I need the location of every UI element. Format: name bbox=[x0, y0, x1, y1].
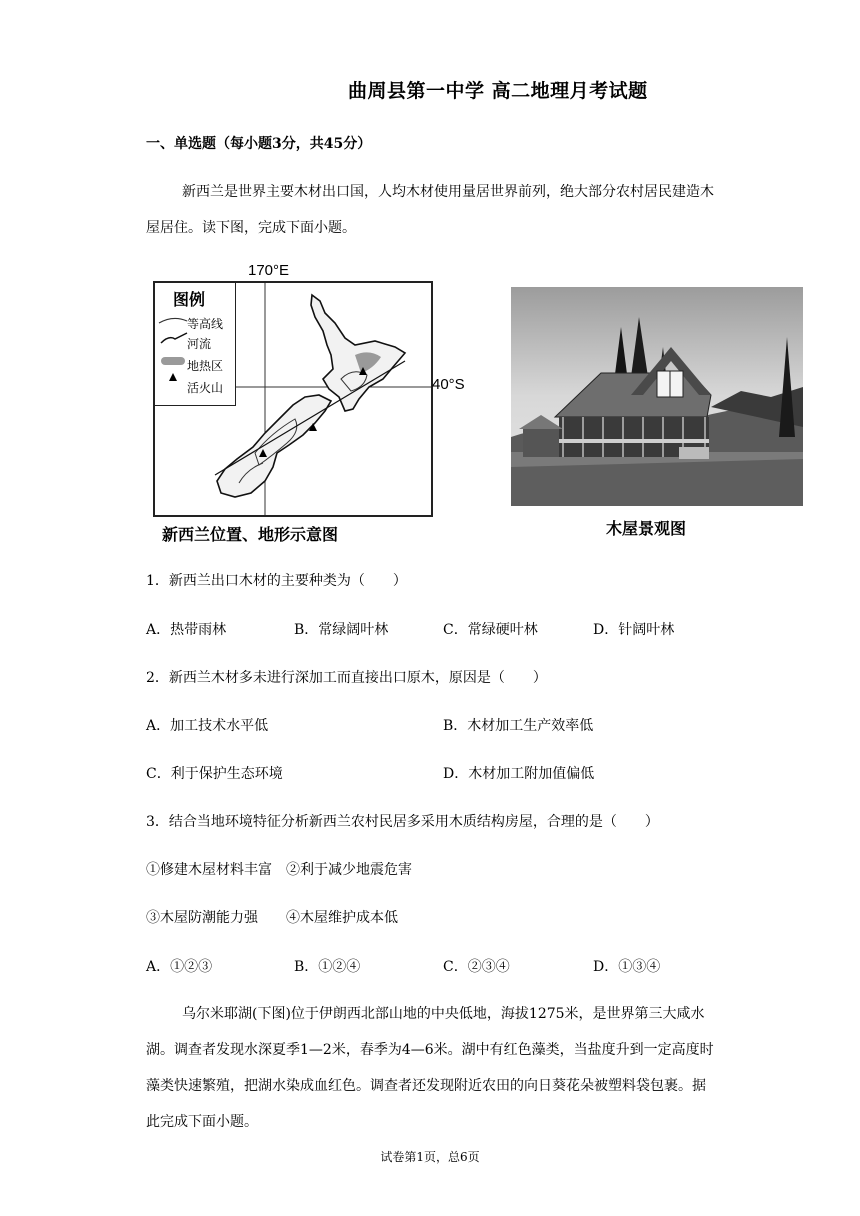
legend-title: 图例 bbox=[173, 290, 206, 309]
new-zealand-map bbox=[153, 281, 433, 517]
map-legend bbox=[155, 283, 236, 406]
legend-river: 河流 bbox=[187, 337, 212, 351]
q2-option-a[interactable]: A．加工技术水平低 bbox=[146, 718, 269, 734]
q1-option-c[interactable]: C．常绿硬叶林 bbox=[443, 622, 538, 638]
north-island bbox=[311, 295, 405, 411]
q1-option-a[interactable]: A．热带雨林 bbox=[146, 622, 227, 638]
section-heading: 一、单选题（每小题3分，共45分） bbox=[146, 136, 372, 152]
latitude-label: 40°S bbox=[432, 376, 465, 393]
q3-option-b[interactable]: B．①②④ bbox=[294, 959, 361, 975]
q1-option-b[interactable]: B．常绿阔叶林 bbox=[294, 622, 389, 638]
legend-contour: 等高线 bbox=[187, 317, 224, 331]
q2-option-d[interactable]: D．木材加工附加值偏低 bbox=[443, 766, 595, 782]
intro-paragraph-1: 新西兰是世界主要木材出口国，人均木材使用量居世界前列，绝大部分农村居民建造木屋居住。读下图，完成下面小题。 bbox=[146, 184, 714, 236]
river-line bbox=[215, 361, 405, 475]
q2-option-c[interactable]: C．利于保护生态环境 bbox=[146, 766, 283, 782]
contour-symbol-icon bbox=[159, 318, 187, 323]
legend-volcano: 活火山 bbox=[187, 381, 224, 395]
q3-stem: 3．结合当地环境特征分析新西兰农村民居多采用木质结构房屋，合理的是（ ） bbox=[146, 814, 659, 830]
page-title: 曲周县第一中学 高二地理月考试题 bbox=[348, 80, 648, 102]
longitude-label: 170°E bbox=[248, 262, 290, 279]
south-island bbox=[217, 395, 331, 497]
wooden-house-photo bbox=[511, 287, 803, 506]
q3-option-d[interactable]: D．①③④ bbox=[593, 959, 661, 975]
photo-caption: 木屋景观图 bbox=[606, 519, 687, 538]
q3-items-line-2: ③木屋防潮能力强 ④木屋维护成本低 bbox=[146, 910, 398, 926]
q2-option-b[interactable]: B．木材加工生产效率低 bbox=[443, 718, 594, 734]
legend-symbols bbox=[157, 313, 189, 403]
house-illustration bbox=[511, 287, 803, 506]
page-footer: 试卷第1页，总6页 bbox=[380, 1150, 480, 1164]
q2-stem: 2．新西兰木材多未进行深加工而直接出口原木，原因是（ ） bbox=[146, 670, 547, 686]
q3-items-line-1: ①修建木屋材料丰富 ②利于减少地震危害 bbox=[146, 862, 412, 878]
q1-stem: 1．新西兰出口木材的主要种类为（ ） bbox=[146, 573, 407, 589]
legend-geothermal: 地热区 bbox=[187, 359, 224, 373]
volcano-symbol-icon bbox=[169, 373, 177, 381]
geothermal-symbol-icon bbox=[161, 357, 185, 365]
river-symbol-icon bbox=[161, 333, 187, 343]
q3-option-c[interactable]: C．②③④ bbox=[443, 959, 510, 975]
intro-paragraph-2: 乌尔米耶湖(下图)位于伊朗西北部山地的中央低地，海拔1275米，是世界第三大咸水湖。调查者发现水深夏季1—2米，春季为4—6米。湖中有红色藻类，当盐度升到一定高度时藻类快速繁殖，把湖水染成血红色。调查者还发现附近农田的向日葵花朵被塑料袋包裹。据此完成下面小题。 bbox=[146, 1006, 714, 1130]
q3-option-a[interactable]: A．①②③ bbox=[146, 959, 213, 975]
map-caption: 新西兰位置、地形示意图 bbox=[162, 525, 339, 544]
q1-option-d[interactable]: D．针阔叶林 bbox=[593, 622, 675, 638]
